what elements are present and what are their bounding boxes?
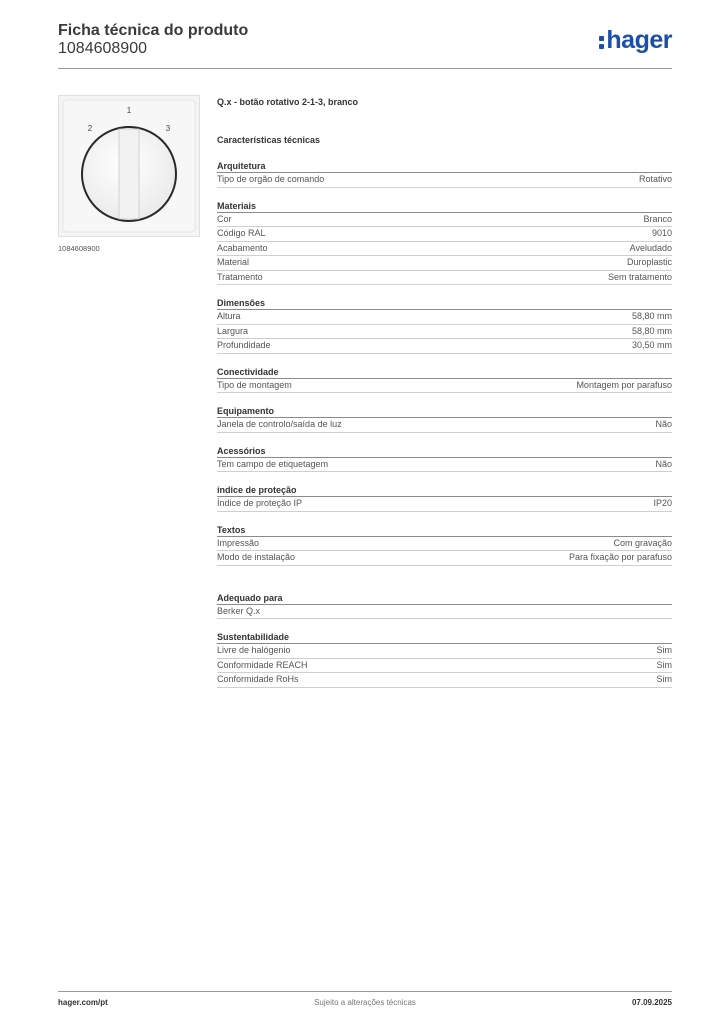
spec-group	[217, 366, 672, 394]
spec-value: Para fixação por parafuso	[568, 552, 672, 562]
spec-value: 30,50 mm	[631, 340, 672, 350]
spec-label: Tipo de orgão de comando	[217, 174, 325, 184]
spec-group	[217, 524, 672, 566]
spec-label: Conformidade RoHs	[217, 674, 299, 684]
spec-row	[217, 227, 672, 242]
dial-label-1: 1	[126, 106, 132, 115]
spec-value: Sem tratamento	[607, 271, 672, 282]
dial-label-2: 2	[87, 124, 93, 133]
spec-value: Sim	[656, 645, 672, 655]
spec-label: Cor	[217, 213, 232, 224]
spec-row	[217, 271, 672, 286]
spec-group-title: índice de proteção	[217, 484, 672, 497]
spec-value: Duroplastic	[626, 257, 672, 267]
footer-divider	[58, 991, 672, 992]
spec-row	[217, 256, 672, 271]
image-caption: 1084608900	[58, 244, 100, 253]
spec-group-title: Sustentabilidade	[217, 631, 672, 644]
spec-group-title: Equipamento	[217, 405, 672, 418]
spec-row	[217, 379, 672, 394]
spec-group	[217, 484, 672, 512]
spec-row	[217, 339, 672, 354]
spec-group-title: Materiais	[217, 200, 672, 213]
spec-label: Acabamento	[217, 242, 268, 253]
spec-value: Aveludado	[629, 242, 672, 253]
spec-group-title: Conectividade	[217, 366, 672, 379]
page-header	[58, 20, 672, 68]
spec-value: Montagem por parafuso	[576, 379, 672, 390]
spec-group-title: Arquitetura	[217, 160, 672, 173]
spec-group	[217, 297, 672, 354]
spec-label: Índice de proteção IP	[217, 498, 303, 508]
spec-group-title: Adequado para	[217, 592, 672, 605]
spec-value: 58,80 mm	[631, 311, 672, 321]
spec-group	[217, 200, 672, 286]
spec-content	[217, 97, 672, 688]
spec-row	[217, 173, 672, 188]
spec-label: Tem campo de etiquetagem	[217, 458, 329, 469]
spec-row	[217, 242, 672, 257]
spec-value: Branco	[643, 213, 672, 224]
spec-row	[217, 325, 672, 340]
spec-value: Rotativo	[638, 174, 672, 184]
logo-dots-icon	[599, 33, 604, 49]
footer-date: 07.09.2025	[631, 998, 672, 1007]
spec-label: Material	[217, 257, 250, 267]
product-image	[58, 95, 200, 237]
spec-row	[217, 551, 672, 566]
spec-row	[217, 537, 672, 552]
spec-value: Não	[655, 419, 672, 429]
spec-row	[217, 458, 672, 473]
spec-label: Impressão	[217, 537, 260, 548]
spec-group-title: Acessórios	[217, 445, 672, 458]
spec-label: Livre de halógenio	[217, 645, 291, 655]
spec-row	[217, 310, 672, 325]
spec-row	[217, 605, 672, 620]
tech-heading: Características técnicas	[217, 135, 321, 145]
spec-label: Código RAL	[217, 228, 266, 238]
page-title: Ficha técnica do produto	[58, 22, 249, 39]
hager-logo	[599, 26, 672, 55]
spec-group	[217, 160, 672, 188]
spec-group-title: Textos	[217, 524, 672, 537]
spec-label: Janela de controlo/saída de luz	[217, 419, 342, 429]
spec-row	[217, 673, 672, 688]
spec-groups	[217, 160, 672, 688]
logo-text: hager	[606, 26, 672, 54]
spec-group	[217, 405, 672, 433]
dial-label-3: 3	[165, 124, 171, 133]
spec-label: Modo de instalação	[217, 552, 296, 562]
product-code: 1084608900	[58, 40, 147, 57]
spec-row	[217, 497, 672, 512]
page-footer	[58, 998, 672, 1012]
spec-group	[217, 445, 672, 473]
spec-label: Berker Q.x	[217, 605, 261, 616]
spec-label: Conformidade REACH	[217, 659, 308, 670]
spec-value: IP20	[653, 498, 672, 508]
spec-label: Tratamento	[217, 271, 263, 282]
spec-row	[217, 659, 672, 674]
spec-group	[217, 631, 672, 688]
spec-group	[217, 592, 672, 620]
header-divider	[58, 68, 672, 69]
spec-row	[217, 213, 672, 228]
spec-label: Tipo de montagem	[217, 379, 292, 390]
rotary-knob-icon	[59, 96, 199, 236]
spec-value: 9010	[651, 228, 672, 238]
spec-label: Largura	[217, 325, 249, 336]
spec-value: Com gravação	[613, 537, 672, 548]
spec-value: Sim	[656, 674, 672, 684]
footer-website[interactable]: hager.com/pt	[58, 998, 108, 1007]
spec-group-title: Dimensões	[217, 297, 672, 310]
spec-label: Altura	[217, 311, 241, 321]
spec-row	[217, 418, 672, 433]
product-subtitle: Q.x - botão rotativo 2-1-3, branco	[217, 97, 359, 107]
footer-note: Sujeito a alterações técnicas	[314, 998, 416, 1007]
spec-value: 58,80 mm	[631, 325, 672, 336]
spec-label: Profundidade	[217, 340, 271, 350]
spec-value: Não	[655, 458, 672, 469]
spec-value: Sim	[656, 659, 672, 670]
spec-row	[217, 644, 672, 659]
